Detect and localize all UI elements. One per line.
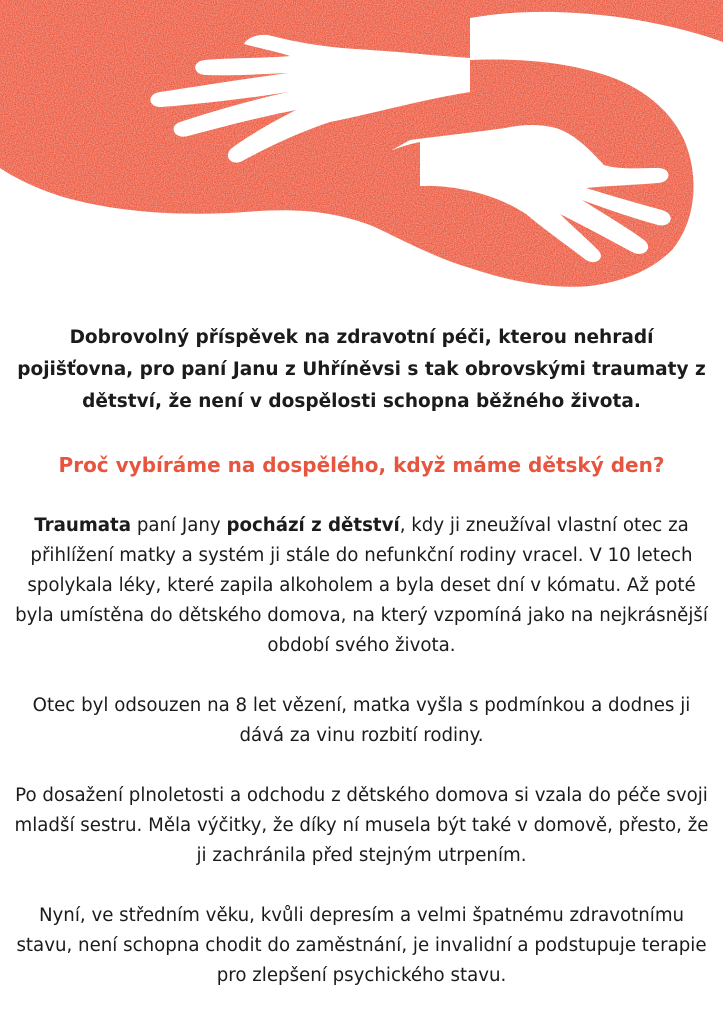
- text-story-continue: , kdy ji zneužíval vlastní otec za přihlížení matky a systém ji stále do nefunkční rodiny vracel. V 10 letech spolykala léky, které zapila alkoholem a byla deset dní v kómatu. Až poté byla umístěna do dětského domova, na který vzpomíná jako na nejkrásnější období svého života.: [15, 515, 708, 656]
- story-paragraph-1: [9, 511, 714, 661]
- question-heading: Proč vybíráme na dospělého, když máme dětský den?: [58, 453, 665, 477]
- story-paragraph-2: Otec byl odsouzen na 8 let vězení, matka vyšla s podmínkou a dodnes ji dává za vinu rozbití rodiny.: [32, 695, 691, 746]
- appeal-text-block: [0, 322, 723, 991]
- lead-paragraph: Dobrovolný příspěvek na zdravotní péči, kterou nehradí pojišťovna, pro paní Janu z Uhříněvsi s tak obrovskými traumaty z dětství, že není v dospělosti schopna běžného života.: [17, 327, 706, 412]
- bold-traumata: Traumata: [34, 515, 132, 536]
- hugging-arms-illustration: [0, 0, 723, 290]
- story-paragraph-4: Nyní, ve středním věku, kvůli depresím a velmi špatnému zdravotnímu stavu, není schopna chodit do zaměstnání, je invalidní a podstupuje terapie pro zlepšení psychického stavu.: [16, 905, 707, 986]
- hero-illustration: [0, 0, 723, 290]
- orange-band: [0, 0, 723, 287]
- text-pani-jany: paní Jany: [131, 515, 227, 536]
- bold-pochazi: pochází z dětství: [226, 515, 400, 536]
- story-paragraph-3: Po dosažení plnoletosti a odchodu z dětského domova si vzala do péče svoji mladší sestru. Měla výčitky, že díky ní musela být také v domově, přesto, že ji zachránila před stejným utrpením.: [14, 785, 709, 866]
